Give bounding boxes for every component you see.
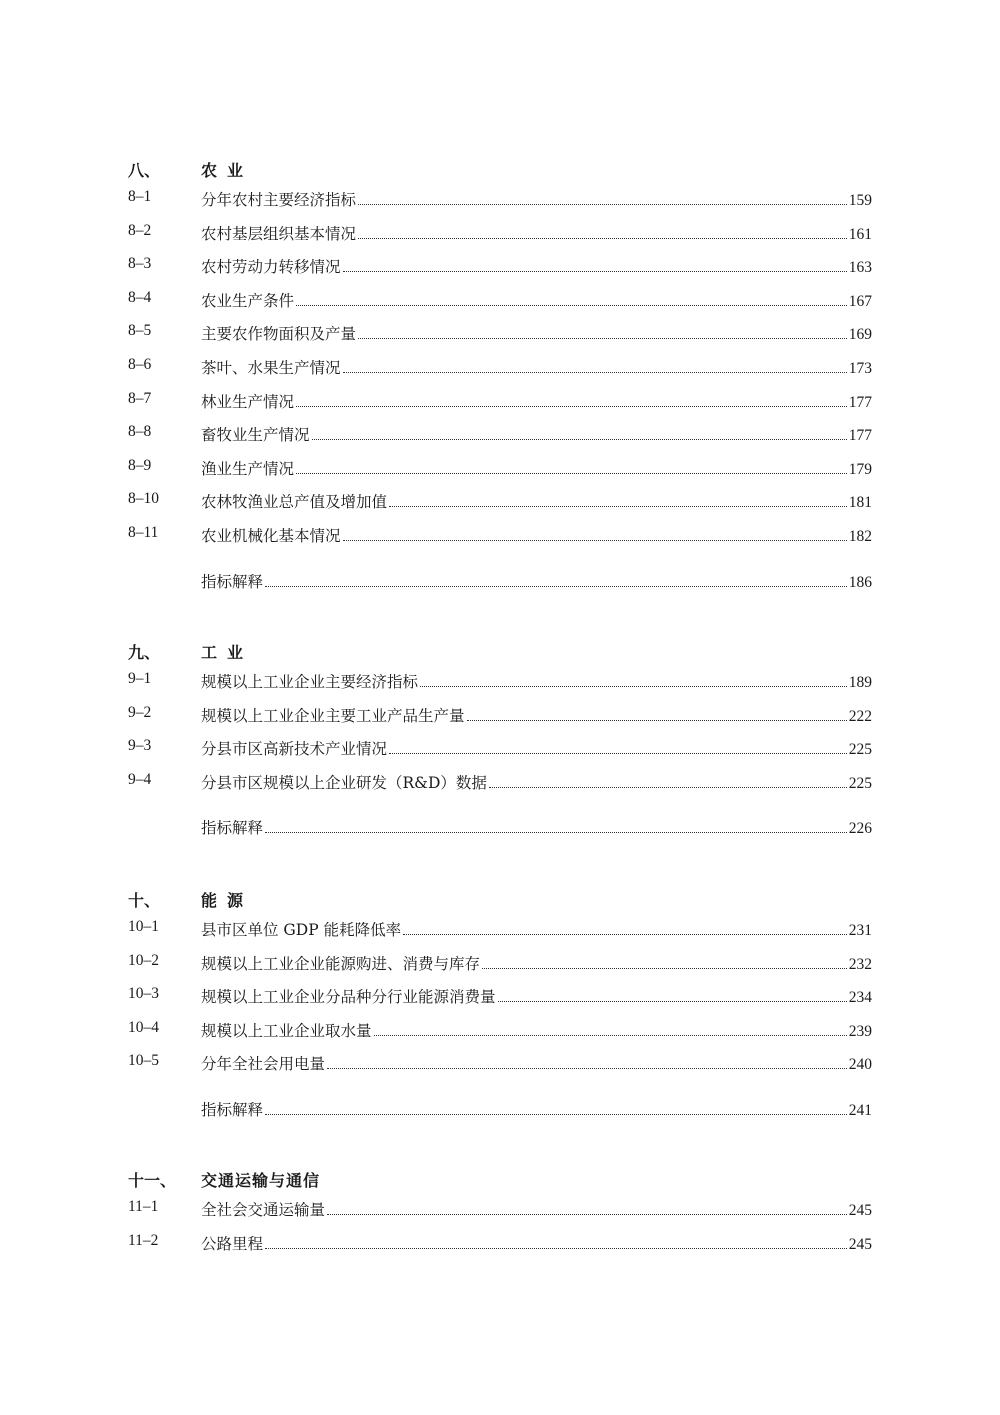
- entry-page-number: 181: [848, 494, 872, 512]
- entry-number: 9–4: [128, 770, 152, 788]
- entry-number: 9–3: [128, 737, 152, 755]
- dot-leader: [343, 539, 847, 541]
- dot-leader: [489, 786, 847, 788]
- toc-entry[interactable]: [128, 1226, 872, 1260]
- toc-section-energy: [128, 884, 872, 1126]
- dot-leader: [265, 1247, 847, 1249]
- entry-page-number: 231: [848, 922, 872, 939]
- section-heading: [128, 154, 872, 182]
- entry-page-number: 239: [848, 1022, 872, 1040]
- entry-title: 农业生产条件: [201, 291, 295, 310]
- toc-entry[interactable]: [128, 283, 872, 317]
- entry-page-number: 177: [848, 427, 872, 445]
- note-title: 指标解释: [201, 1100, 264, 1119]
- toc-entry[interactable]: [128, 484, 872, 518]
- entry-page-number: 173: [848, 359, 872, 377]
- entry-page-number: 245: [848, 1235, 872, 1253]
- note-page-number: 186: [848, 573, 872, 591]
- entry-title: 规模以上工业企业主要经济指标: [201, 673, 419, 691]
- dot-leader: [389, 752, 847, 754]
- section-title: 工业: [201, 643, 254, 662]
- note-title: 指标解释: [201, 819, 264, 838]
- entry-page-number: 179: [848, 460, 872, 478]
- toc-entry[interactable]: [128, 451, 872, 485]
- toc-entry[interactable]: [128, 1046, 872, 1080]
- entry-title: 主要农作物面积及产量: [201, 325, 357, 344]
- toc-entry[interactable]: [128, 765, 872, 799]
- toc-entry[interactable]: [128, 912, 872, 946]
- dot-leader: [358, 337, 847, 339]
- entry-title: 规模以上工业企业能源购进、消费与库存: [201, 954, 481, 973]
- toc-entry[interactable]: [128, 350, 872, 384]
- toc-entry[interactable]: [128, 384, 872, 418]
- entry-title: 规模以上工业企业主要工业产品生产量: [201, 706, 465, 725]
- toc-entry[interactable]: [128, 216, 872, 250]
- toc-section-industry: [128, 636, 872, 844]
- toc-note-entry[interactable]: [128, 810, 872, 844]
- section-title: 交通运输与通信: [201, 1171, 321, 1190]
- toc-section-transport: [128, 1164, 872, 1259]
- dot-leader: [420, 685, 847, 687]
- entry-page-number: 232: [848, 955, 872, 973]
- entry-page-number: 225: [848, 774, 872, 792]
- dot-leader: [296, 405, 847, 407]
- entry-number: 8–7: [128, 389, 152, 407]
- dot-leader: [343, 270, 847, 272]
- entry-title: 分年全社会用电量: [201, 1055, 326, 1074]
- entry-number: 9–2: [128, 703, 152, 721]
- toc-entry[interactable]: [128, 1192, 872, 1226]
- section-number: 八、: [128, 161, 161, 180]
- entry-page-number: 189: [848, 674, 872, 691]
- toc-entry[interactable]: [128, 664, 872, 698]
- note-page-number: 226: [848, 820, 872, 838]
- entry-page-number: 169: [848, 326, 872, 344]
- entry-title: 全社会交通运输量: [201, 1201, 326, 1219]
- entry-page-number: 177: [848, 393, 872, 411]
- toc-entry[interactable]: [128, 698, 872, 732]
- dot-leader: [343, 371, 847, 373]
- note-title: 指标解释: [201, 572, 264, 591]
- entry-number: 8–6: [128, 355, 152, 373]
- section-number: 十一、: [128, 1171, 177, 1190]
- entry-title: 农村劳动力转移情况: [201, 258, 341, 277]
- dot-leader: [265, 1113, 847, 1115]
- section-title: 能源: [201, 891, 254, 910]
- entry-title: 县市区单位 GDP 能耗降低率: [201, 921, 402, 939]
- toc-entry[interactable]: [128, 182, 872, 216]
- entry-page-number: 222: [848, 707, 872, 725]
- section-heading: [128, 1164, 872, 1192]
- entry-page-number: 182: [848, 527, 872, 545]
- dot-leader: [296, 304, 847, 306]
- entry-number: 10–1: [128, 918, 159, 935]
- entry-number: 10–4: [128, 1018, 159, 1036]
- toc-entry[interactable]: [128, 731, 872, 765]
- entry-page-number: 240: [848, 1056, 872, 1074]
- entry-title: 公路里程: [201, 1234, 264, 1253]
- dot-leader: [389, 505, 847, 507]
- toc-entry[interactable]: [128, 946, 872, 980]
- dot-leader: [358, 203, 847, 205]
- entry-page-number: 163: [848, 259, 872, 277]
- entry-page-number: 225: [848, 741, 872, 759]
- dot-leader: [498, 1000, 847, 1002]
- section-title: 农业: [201, 161, 254, 180]
- entry-number: 8–10: [128, 490, 159, 508]
- entry-title: 规模以上工业企业取水量: [201, 1021, 372, 1040]
- entry-title: 农村基层组织基本情况: [201, 224, 357, 243]
- dot-leader: [403, 933, 847, 935]
- entry-number: 10–5: [128, 1052, 159, 1070]
- section-number: 十、: [128, 891, 161, 910]
- dot-leader: [358, 237, 847, 239]
- note-page-number: 241: [848, 1101, 872, 1119]
- entry-number: 10–3: [128, 985, 159, 1003]
- dot-leader: [312, 438, 847, 440]
- entry-number: 9–1: [128, 670, 152, 687]
- entry-title: 林业生产情况: [201, 392, 295, 411]
- entry-number: 10–2: [128, 951, 159, 969]
- section-heading: [128, 636, 872, 664]
- entry-title: 茶叶、水果生产情况: [201, 358, 341, 377]
- toc-entry[interactable]: [128, 417, 872, 451]
- toc-entry[interactable]: [128, 979, 872, 1013]
- entry-page-number: 234: [848, 989, 872, 1007]
- entry-number: 8–9: [128, 456, 152, 474]
- toc-entry[interactable]: [128, 249, 872, 283]
- toc-entry[interactable]: [128, 316, 872, 350]
- entry-page-number: 161: [848, 225, 872, 243]
- entry-page-number: 245: [848, 1202, 872, 1219]
- entry-number: 8–2: [128, 221, 152, 239]
- entry-title: 农业机械化基本情况: [201, 526, 341, 545]
- section-number: 九、: [128, 643, 161, 662]
- entry-title: 分县市区规模以上企业研发（R&D）数据: [201, 773, 487, 792]
- toc-note-entry[interactable]: [128, 1092, 872, 1126]
- dot-leader: [482, 967, 847, 969]
- dot-leader: [296, 472, 847, 474]
- entry-page-number: 159: [848, 192, 872, 209]
- dot-leader: [265, 831, 847, 833]
- entry-page-number: 167: [848, 292, 872, 310]
- toc-entry[interactable]: [128, 518, 872, 552]
- toc-note-entry[interactable]: [128, 564, 872, 598]
- entry-number: 11–2: [128, 1231, 159, 1249]
- entry-number: 8–8: [128, 423, 152, 441]
- toc-section-agriculture: [128, 154, 872, 597]
- entry-title: 分年农村主要经济指标: [201, 191, 357, 209]
- entry-title: 分县市区高新技术产业情况: [201, 740, 388, 759]
- entry-number: 8–11: [128, 523, 159, 541]
- dot-leader: [265, 585, 847, 587]
- dot-leader: [327, 1067, 847, 1069]
- entry-title: 渔业生产情况: [201, 459, 295, 478]
- entry-number: 8–5: [128, 322, 152, 340]
- toc-entry[interactable]: [128, 1013, 872, 1047]
- entry-number: 11–1: [128, 1198, 159, 1215]
- section-heading: [128, 884, 872, 912]
- entry-number: 8–4: [128, 288, 152, 306]
- dot-leader: [374, 1034, 847, 1036]
- entry-title: 畜牧业生产情况: [201, 426, 310, 445]
- entry-title: 农林牧渔业总产值及增加值: [201, 493, 388, 512]
- dot-leader: [327, 1213, 847, 1215]
- entry-number: 8–1: [128, 188, 152, 205]
- entry-number: 8–3: [128, 255, 152, 273]
- dot-leader: [467, 719, 847, 721]
- entry-title: 规模以上工业企业分品种分行业能源消费量: [201, 988, 496, 1007]
